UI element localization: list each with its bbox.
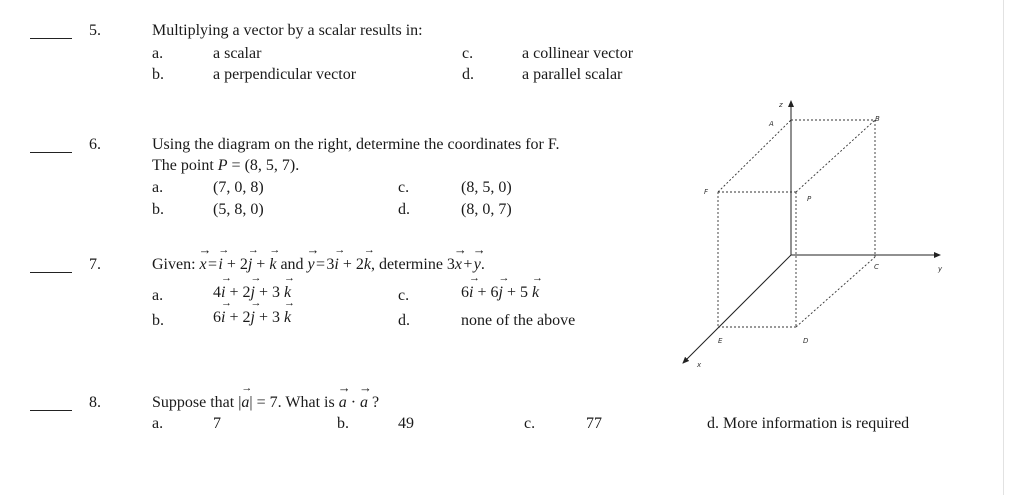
option-letter: b. [152,201,164,218]
option-letter: c. [524,415,536,432]
answer-blank-q5[interactable] [30,38,72,39]
option-text: (8, 0, 7) [461,201,512,218]
option-letter: a. [152,287,164,304]
question-stem: Given: x → = i → + 2j → + k → and y → = 3i → + 2k →, determine 3x → + y →. [152,256,485,274]
option-letter: b. [152,312,164,329]
question-stem: Using the diagram on the right, determine the coordinates for F. [152,136,560,153]
answer-blank-q8[interactable] [30,410,72,411]
box-edges [718,120,875,327]
y-axis-label: y [938,265,943,273]
point-label-b: B [875,115,880,123]
option-letter: b. [152,66,164,83]
option-letter: c. [398,179,410,196]
option-text: d. More information is required [707,415,910,432]
point-label-f: F [704,188,709,196]
x-axis [683,255,791,363]
point-label-p: P [807,195,812,203]
point-label-a: A [769,120,774,128]
option-text: a perpendicular vector [213,66,357,83]
option-letter: b. [337,415,349,432]
option-text: 6i → + 2j → + 3 k → [213,309,291,327]
answer-blank-q7[interactable] [30,272,72,273]
option-text: 49 [398,415,414,432]
point-label-e: E [718,337,723,345]
option-text: (7, 0, 8) [213,179,264,196]
option-text: (5, 8, 0) [213,201,264,218]
option-text: a parallel scalar [522,66,623,83]
option-text: none of the above [461,312,576,329]
option-letter: a. [152,45,164,62]
option-letter: a. [152,415,164,432]
option-letter: a. [152,179,164,196]
option-letter: d. [398,312,410,329]
question-number: 5. [89,22,101,39]
answer-blank-q6[interactable] [30,152,72,153]
right-page-border [1003,0,1024,495]
option-text: 7 [213,415,221,432]
option-letter: d. [398,201,410,218]
z-axis-label: z [779,101,783,109]
box-coordinate-diagram [670,95,960,375]
point-statement: The point P = (8, 5, 7). [152,157,300,174]
option-text: a collinear vector [522,45,634,62]
question-number: 6. [89,136,101,153]
question-stem: Suppose that |a →| = 7. What is a → · a → ? [152,394,379,412]
option-text: (8, 5, 0) [461,179,512,196]
option-text: 77 [586,415,602,432]
option-text: a scalar [213,45,262,62]
point-label-d: D [803,337,809,345]
point-label-c: C [874,263,879,271]
option-text: 4i → + 2j → + 3 k → [213,284,291,302]
option-letter: d. [462,66,474,83]
option-letter: c. [398,287,410,304]
option-text: 6i → + 6j → + 5 k → [461,284,539,302]
x-axis-label: x [697,361,702,369]
question-stem: Multiplying a vector by a scalar results in: [152,22,423,39]
question-number: 8. [89,394,101,411]
question-number: 7. [89,256,101,273]
option-letter: c. [462,45,474,62]
